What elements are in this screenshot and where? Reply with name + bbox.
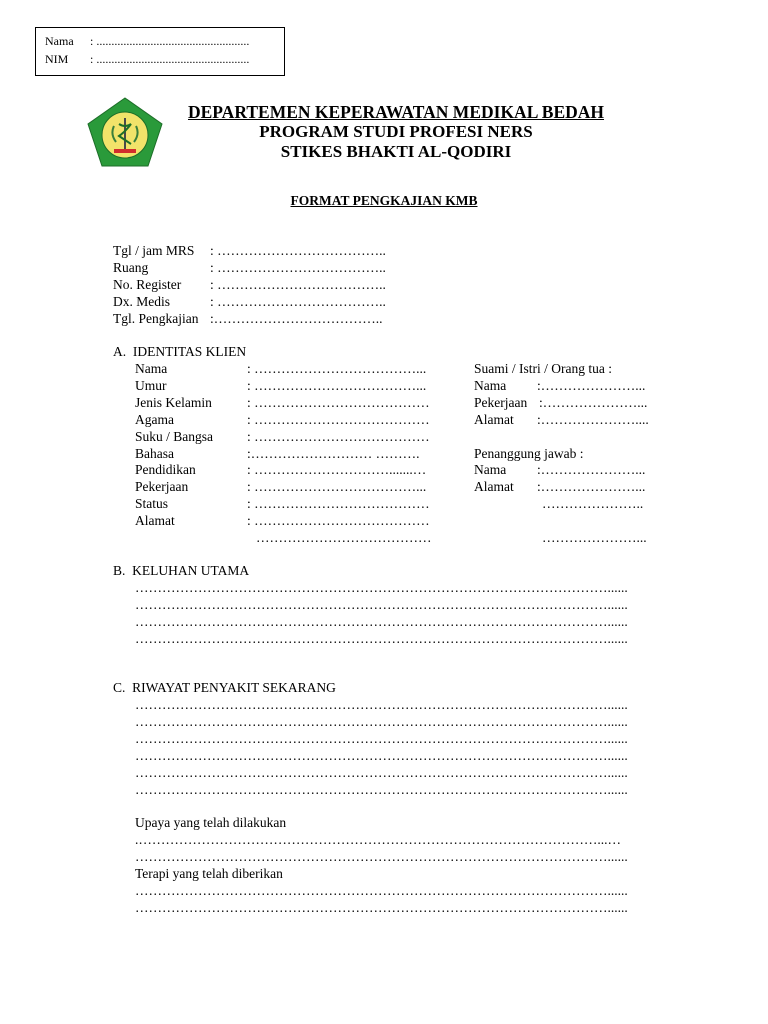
field-jenis-kelamin[interactable]: : …………………………………: [247, 395, 430, 410]
field-tgl-jam-mrs[interactable]: : ………………………………..: [210, 243, 386, 258]
riwayat-line-6[interactable]: ……………………………………………………………………………………………......: [135, 782, 628, 797]
label-agama: Agama: [135, 412, 174, 427]
field-guardian-alamat-line2[interactable]: …………………..: [542, 496, 644, 511]
guardian-title: Penanggung jawab :: [474, 446, 584, 461]
form-title: FORMAT PENGKAJIAN KMB: [290, 193, 478, 208]
label-umur: Umur: [135, 378, 167, 393]
label-dx-medis: Dx. Medis: [113, 294, 170, 309]
keluhan-line-4[interactable]: ……………………………………………………………………………………………......: [135, 631, 628, 646]
field-dx-medis[interactable]: : ………………………………..: [210, 294, 386, 309]
field-guardian-nama[interactable]: :…………………...: [537, 462, 646, 477]
label-alamat: Alamat: [135, 513, 175, 528]
spouse-title: Suami / Istri / Orang tua :: [474, 361, 612, 376]
label-tgl-pengkajian: Tgl. Pengkajian: [113, 311, 199, 326]
field-tgl-pengkajian[interactable]: :………………………………..: [210, 311, 383, 326]
label-nama: Nama: [135, 361, 168, 376]
terapi-line-1[interactable]: ……………………………………………………………………………………………......: [135, 883, 628, 898]
keluhan-line-3[interactable]: ……………………………………………………………………………………………......: [135, 614, 628, 629]
label-no-register: No. Register: [113, 277, 182, 292]
field-bahasa[interactable]: :……………………… ……….: [247, 446, 420, 461]
label-tgl-jam-mrs: Tgl / jam MRS: [113, 243, 195, 258]
field-spouse-nama[interactable]: :…………………...: [537, 378, 646, 393]
riwayat-line-4[interactable]: ……………………………………………………………………………………………......: [135, 748, 628, 763]
field-no-register[interactable]: : ………………………………..: [210, 277, 386, 292]
label-bahasa: Bahasa: [135, 446, 174, 461]
field-spouse-pekerjaan[interactable]: :…………………...: [539, 395, 648, 410]
label-status: Status: [135, 496, 169, 511]
section-b-title: B. KELUHAN UTAMA: [113, 563, 250, 578]
field-guardian-alamat[interactable]: :…………………...: [537, 479, 646, 494]
label-ruang: Ruang: [113, 260, 149, 275]
terapi-label: Terapi yang telah diberikan: [135, 866, 283, 881]
riwayat-line-3[interactable]: ……………………………………………………………………………………………......: [135, 731, 628, 746]
nama-label: Nama: [45, 34, 74, 48]
label-pendidikan: Pendidikan: [135, 462, 196, 477]
riwayat-line-1[interactable]: ……………………………………………………………………………………………......: [135, 697, 628, 712]
label-jenis-kelamin: Jenis Kelamin: [135, 395, 212, 410]
label-guardian-alamat: Alamat: [474, 479, 514, 494]
label-spouse-nama: Nama: [474, 378, 507, 393]
label-pekerjaan: Pekerjaan: [135, 479, 189, 494]
section-c-title: C. RIWAYAT PENYAKIT SEKARANG: [113, 680, 336, 695]
field-alamat-line2[interactable]: …………………………………: [256, 530, 432, 545]
label-spouse-alamat: Alamat: [474, 412, 514, 427]
field-pekerjaan[interactable]: : ………………………………...: [247, 479, 427, 494]
nama-field[interactable]: : ...................................................: [90, 34, 250, 48]
upaya-line-1[interactable]: .…………………………………………………………………………………………...…: [135, 832, 621, 847]
field-guardian-alamat-line3[interactable]: …………………...: [542, 530, 647, 545]
field-agama[interactable]: : …………………………………: [247, 412, 430, 427]
upaya-label: Upaya yang telah dilakukan: [135, 815, 287, 830]
field-pendidikan[interactable]: : ………………………….......…: [247, 462, 427, 477]
student-id-box: [35, 27, 285, 76]
field-suku-bangsa[interactable]: : …………………………………: [247, 429, 430, 444]
upaya-line-2[interactable]: ……………………………………………………………………………………………......: [135, 849, 628, 864]
riwayat-line-5[interactable]: ……………………………………………………………………………………………......: [135, 765, 628, 780]
keluhan-line-2[interactable]: ……………………………………………………………………………………………......: [135, 597, 628, 612]
field-alamat[interactable]: : …………………………………: [247, 513, 430, 528]
nim-field[interactable]: : ...................................................: [90, 52, 250, 66]
field-status[interactable]: : …………………………………: [247, 496, 430, 511]
department-title: DEPARTEMEN KEPERAWATAN MEDIKAL BEDAH: [187, 102, 605, 122]
section-a-title: A. IDENTITAS KLIEN: [113, 344, 247, 359]
terapi-line-2[interactable]: ……………………………………………………………………………………………......: [135, 900, 628, 915]
field-ruang[interactable]: : ………………………………..: [210, 260, 386, 275]
field-umur[interactable]: : ………………………………...: [247, 378, 427, 393]
label-guardian-nama: Nama: [474, 462, 507, 477]
field-nama[interactable]: : ………………………………...: [247, 361, 427, 376]
school-title: STIKES BHAKTI AL-QODIRI: [280, 142, 512, 161]
keluhan-line-1[interactable]: ……………………………………………………………………………………………......: [135, 580, 628, 595]
label-spouse-pekerjaan: Pekerjaan: [474, 395, 528, 410]
field-spouse-alamat[interactable]: :…………………....: [537, 412, 649, 427]
nim-label: NIM: [45, 52, 69, 66]
riwayat-line-2[interactable]: ……………………………………………………………………………………………......: [135, 714, 628, 729]
program-title: PROGRAM STUDI PROFESI NERS: [259, 122, 533, 141]
label-suku-bangsa: Suku / Bangsa: [135, 429, 214, 444]
